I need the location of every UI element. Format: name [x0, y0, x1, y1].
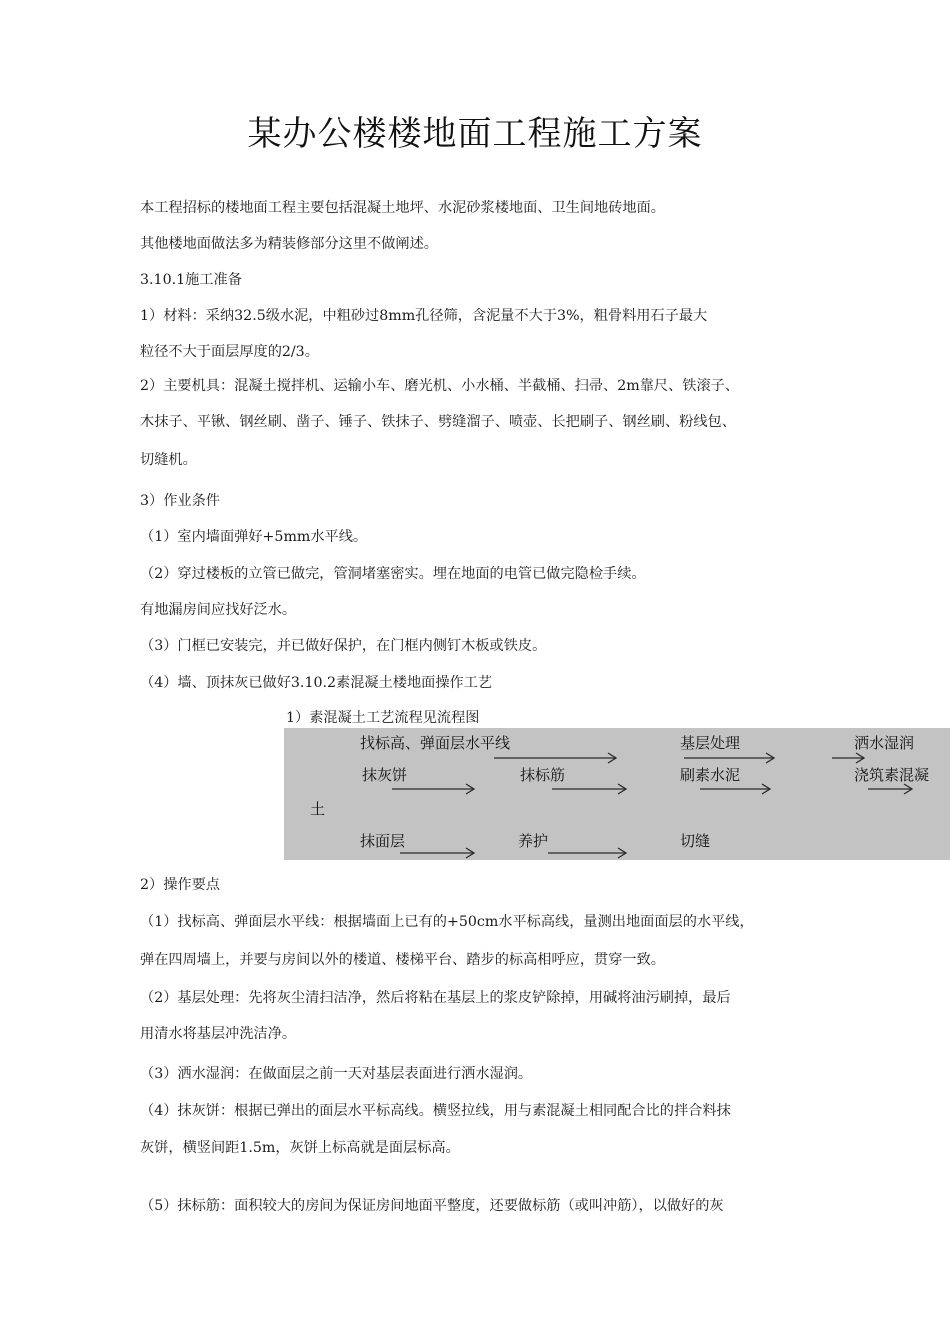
flow-step: 找标高、弹面层水平线: [360, 734, 511, 752]
flow-step: 养护: [518, 832, 549, 850]
flow-step: 抹面层: [360, 832, 406, 850]
section-heading: 2）操作要点: [140, 877, 220, 893]
paragraph-line: （1）室内墙面弹好+5mm水平线。: [140, 529, 368, 545]
paragraph-line: （1）找标高、弹面层水平线：根据墙面上已有的+50cm水平标高线，量测出地面面层的水平线，: [140, 914, 754, 930]
paragraph-line: 弹在四周墙上，并要与房间以外的楼道、楼梯平台、踏步的标高相呼应，贯穿一致。: [140, 952, 665, 968]
flow-step: 基层处理: [680, 734, 741, 752]
paragraph-line: （3）门框已安装完，并已做好保护，在门框内侧钉木板或铁皮。: [140, 638, 547, 654]
paragraph-line: （3）洒水湿润：在做面层之前一天对基层表面进行洒水湿润。: [140, 1066, 533, 1082]
flow-step: 抹标筋: [520, 766, 566, 784]
flow-step: 浇筑素混凝: [854, 766, 930, 784]
paragraph-line: 3）作业条件: [140, 493, 220, 509]
paragraph-line: （2）穿过楼板的立管已做完，管洞堵塞密实。埋在地面的电管已做完隐检手续。: [140, 566, 646, 582]
paragraph-line: 1）材料：采纳32.5级水泥，中粗砂过8mm孔径筛，含泥量不大于3%，粗骨料用石子最大: [140, 308, 708, 324]
flow-step: 抹灰饼: [362, 766, 408, 784]
paragraph-line: 有地漏房间应找好泛水。: [140, 602, 297, 618]
flow-step: 切缝: [680, 832, 711, 850]
paragraph-line: 用清水将基层冲洗洁净。: [140, 1026, 297, 1042]
flow-step: 洒水湿润: [854, 734, 915, 752]
paragraph-line: （4）抹灰饼：根据已弹出的面层水平标高线。横竖拉线，用与素混凝土相同配合比的拌合料抹: [140, 1103, 731, 1119]
flowchart: [284, 728, 950, 860]
paragraph-line: 粒径不大于面层厚度的2/3。: [140, 344, 319, 360]
paragraph-line: 木抹子、平锹、钢丝刷、凿子、锤子、铁抹子、劈缝溜子、喷壶、长把刷子、钢丝刷、粉线包、: [140, 414, 736, 430]
paragraph-line: 其他楼地面做法多为精装修部分这里不做阐述。: [140, 236, 438, 252]
flowchart-caption: 1）素混凝土工艺流程见流程图: [286, 710, 480, 726]
paragraph-line: 2）主要机具：混凝土搅拌机、运输小车、磨光机、小水桶、半截桶、扫帚、2m靠尺、铁滚子、: [140, 378, 740, 394]
paragraph-line: （5）抹标筋：面积较大的房间为保证房间地面平整度，还要做标筋（或叫冲筋），以做好的灰: [140, 1198, 724, 1214]
paragraph-line: （2）基层处理：先将灰尘清扫洁净，然后将粘在基层上的浆皮铲除掉，用碱将油污刷掉，最后: [140, 990, 731, 1006]
flow-step: 刷素水泥: [680, 766, 741, 784]
paragraph-line: 灰饼，横竖间距1.5m，灰饼上标高就是面层标高。: [140, 1140, 460, 1156]
section-heading: 3.10.1施工准备: [140, 272, 242, 288]
paragraph-line: 切缝机。: [140, 452, 197, 468]
flow-step-continuation: 土: [310, 800, 326, 818]
paragraph-line: （4）墙、顶抹灰已做好3.10.2素混凝土楼地面操作工艺: [140, 675, 493, 691]
paragraph-line: 本工程招标的楼地面工程主要包括混凝土地坪、水泥砂浆楼地面、卫生间地砖地面。: [140, 200, 665, 216]
document-title: 某办公楼楼地面工程施工方案: [247, 114, 703, 154]
